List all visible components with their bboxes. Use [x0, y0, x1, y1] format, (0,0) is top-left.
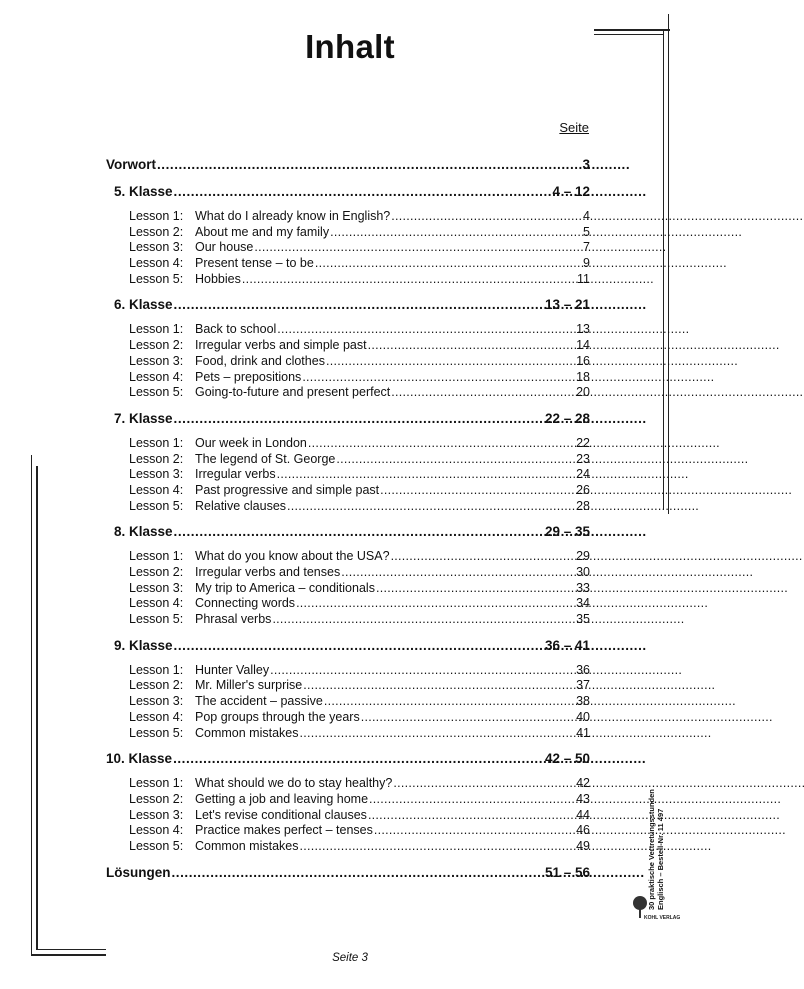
dot-leader: [174, 638, 544, 653]
section-title: 8. Klasse: [114, 524, 173, 540]
lesson-title: Connecting words: [195, 596, 296, 611]
lesson-page: 7: [583, 240, 590, 255]
dot-leader: [287, 499, 575, 515]
lesson-page: 20: [576, 385, 590, 400]
lesson-title: Going-to-future and present perfect: [195, 385, 391, 400]
toc-section: [106, 297, 590, 400]
lesson-label: [129, 370, 301, 386]
lesson-page: 30: [576, 565, 590, 579]
toc-section-heading: [106, 297, 590, 317]
page-footer: Seite 3: [332, 952, 368, 964]
toc-lesson-entry: [106, 452, 590, 468]
lesson-label: [129, 726, 299, 742]
lesson-label: [129, 452, 335, 468]
lesson-title: Let's revise conditional clauses: [195, 807, 367, 822]
lesson-label: [129, 776, 392, 792]
corner-ornament-bottom-left-h2: [36, 949, 106, 950]
toc-section-heading: [106, 751, 590, 771]
lesson-label: [129, 483, 379, 499]
lesson-number: Lesson 3:: [129, 580, 184, 595]
lesson-number: Lesson 1:: [129, 209, 184, 223]
lesson-number: Lesson 4:: [129, 709, 184, 724]
lesson-page: 46: [576, 823, 590, 838]
lesson-title: What should we do to stay healthy?: [195, 776, 393, 791]
dot-leader: [326, 354, 575, 370]
toc-section-heading: [106, 638, 590, 658]
lesson-label: [129, 678, 302, 694]
dot-leader: [277, 467, 576, 483]
toc-lesson-entry: [106, 596, 590, 612]
page-title: Inhalt: [305, 28, 395, 65]
dot-leader: [380, 483, 575, 499]
lesson-label: [129, 322, 276, 338]
dot-leader: [174, 184, 552, 199]
lesson-page: 49: [576, 838, 590, 853]
lesson-number: Lesson 3:: [129, 694, 184, 709]
lesson-page: 11: [577, 271, 590, 286]
dot-leader: [242, 272, 576, 288]
dot-leader: [391, 385, 575, 401]
lesson-label: [129, 240, 253, 256]
lesson-number: Lesson 1:: [129, 435, 184, 450]
dot-leader: [174, 524, 544, 539]
lesson-title: Phrasal verbs: [195, 612, 272, 627]
lesson-number: Lesson 2:: [129, 338, 184, 353]
toc-lesson-entry: [106, 549, 590, 565]
toc-lesson-entry: [106, 467, 590, 483]
lesson-label: [129, 499, 286, 515]
toc-lesson-entry: [106, 240, 590, 256]
toc-lesson-entry: [106, 776, 590, 792]
toc-lesson-entry: [106, 499, 590, 515]
lesson-page: 13: [576, 322, 590, 337]
lesson-label: [129, 565, 340, 581]
dot-leader: [157, 157, 581, 172]
lesson-label: [129, 792, 368, 808]
lesson-title: What do you know about the USA?: [195, 549, 390, 564]
lesson-label: [129, 663, 269, 679]
lesson-label: [129, 354, 325, 370]
lesson-title: Our house: [195, 240, 254, 255]
lesson-number: Lesson 1:: [129, 776, 184, 791]
dot-leader: [369, 792, 575, 808]
lesson-number: Lesson 4:: [129, 823, 184, 838]
lesson-title: Mr. Miller's surprise: [195, 678, 303, 693]
page-column-header: Seite: [559, 120, 589, 135]
dot-leader: [391, 549, 576, 565]
lesson-number: Lesson 2:: [129, 678, 184, 693]
toc-lesson-entry: [106, 209, 590, 225]
toc-section: [106, 184, 590, 287]
dot-leader: [324, 694, 575, 710]
lesson-title: Irregular verbs and tenses: [195, 565, 341, 579]
toc-lesson-entry: [106, 612, 590, 628]
toc-lesson-entry: [106, 436, 590, 452]
lesson-title: What do I already know in English?: [195, 209, 391, 223]
lesson-page: 33: [576, 580, 590, 595]
lesson-number: Lesson 1:: [129, 662, 184, 677]
toc-entry-vorwort: [106, 157, 590, 177]
toc-lesson-entry: [106, 839, 590, 855]
lesson-number: Lesson 5:: [129, 498, 184, 513]
lesson-label: [129, 225, 329, 241]
dot-leader: [368, 338, 575, 354]
toc-lesson-entry: [106, 272, 590, 288]
lesson-label: [129, 256, 314, 272]
toc-lesson-entry: [106, 338, 590, 354]
toc-section: [106, 638, 590, 741]
lesson-page: 28: [576, 498, 590, 513]
lesson-number: Lesson 5:: [129, 838, 184, 853]
toc-lesson-entry: [106, 354, 590, 370]
lesson-number: Lesson 5:: [129, 725, 184, 740]
dot-leader: [391, 209, 582, 225]
lesson-page: 14: [576, 338, 590, 353]
lesson-page: 35: [576, 612, 590, 627]
lesson-title: About me and my family: [195, 224, 330, 239]
toc-lesson-entry: [106, 694, 590, 710]
sidebar-line-1: 30 praktische Vertretungsstunden: [647, 789, 656, 910]
section-pages: 22 – 28: [544, 410, 590, 426]
lesson-title: The accident – passive: [195, 694, 323, 709]
dot-leader: [173, 751, 544, 766]
lesson-title: Food, drink and clothes: [195, 353, 325, 368]
toc-entry-page: 51 – 56: [544, 864, 590, 880]
lesson-page: 34: [576, 596, 590, 611]
lesson-title: My trip to America – conditionals: [195, 580, 375, 595]
lesson-label: [129, 338, 367, 354]
lesson-title: Past progressive and simple past: [195, 482, 380, 497]
lesson-page: 5: [583, 224, 590, 239]
lesson-number: Lesson 4:: [129, 256, 184, 271]
toc-section: [106, 411, 590, 514]
section-pages: 42 – 50: [544, 751, 590, 767]
lesson-number: Lesson 2:: [129, 565, 184, 579]
toc-lesson-entry: [106, 256, 590, 272]
lesson-label: [129, 272, 241, 288]
lesson-number: Lesson 3:: [129, 467, 184, 482]
dot-leader: [308, 436, 575, 452]
toc-lesson-entry: [106, 678, 590, 694]
toc-lesson-entry: [106, 370, 590, 386]
sidebar-line-2: Englisch – Bestell-Nr. 11 497: [656, 808, 665, 910]
toc-lesson-entry: [106, 385, 590, 401]
section-pages: 29 – 35: [544, 524, 590, 540]
logo-tree-icon: [633, 896, 647, 910]
lesson-label: [129, 581, 375, 597]
section-title: 10. Klasse: [106, 751, 173, 767]
toc-lesson-entry: [106, 808, 590, 824]
corner-ornament-bottom-left-v1: [31, 455, 32, 955]
lesson-number: Lesson 2:: [129, 224, 184, 239]
publisher-logo: [630, 893, 681, 923]
dot-leader: [336, 452, 575, 468]
section-pages: 13 – 21: [544, 297, 590, 313]
dot-leader: [300, 839, 576, 855]
lesson-number: Lesson 4:: [129, 596, 184, 611]
lesson-title: Irregular verbs: [195, 467, 276, 482]
lesson-page: 26: [576, 482, 590, 497]
lesson-page: 36: [576, 662, 590, 677]
lesson-page: 41: [576, 725, 590, 740]
lesson-page: 22: [576, 435, 590, 450]
lesson-title: Practice makes perfect – tenses: [195, 823, 373, 838]
lesson-title: Pets – prepositions: [195, 369, 302, 384]
section-title: 5. Klasse: [114, 184, 173, 199]
lesson-number: Lesson 3:: [129, 240, 184, 255]
lesson-page: 4: [583, 209, 590, 223]
lesson-page: 37: [576, 678, 590, 693]
dot-leader: [302, 370, 575, 386]
lesson-number: Lesson 2:: [129, 791, 184, 806]
lesson-page: 9: [583, 256, 590, 271]
toc-entry-loesungen: [106, 865, 590, 885]
section-title: 9. Klasse: [114, 637, 173, 653]
dot-leader: [315, 256, 582, 272]
lesson-title: Common mistakes: [195, 725, 299, 740]
toc-section-heading: [106, 524, 590, 544]
dot-leader: [272, 612, 575, 628]
toc-lesson-entry: [106, 565, 590, 581]
lesson-page: 18: [576, 369, 590, 384]
lesson-number: Lesson 3:: [129, 353, 184, 368]
toc-section: [106, 524, 590, 627]
dot-leader: [270, 663, 575, 679]
toc-lesson-entry: [106, 483, 590, 499]
section-title: 7. Klasse: [114, 410, 173, 426]
logo-text: KOHL VERLAG: [644, 915, 681, 921]
lesson-page: 44: [576, 807, 590, 822]
dot-leader: [300, 726, 576, 742]
lesson-label: [129, 209, 390, 225]
lesson-label: [129, 612, 271, 628]
dot-leader: [376, 581, 575, 597]
toc-lesson-entry: [106, 663, 590, 679]
dot-leader: [393, 776, 575, 792]
lesson-label: [129, 467, 276, 483]
lesson-number: Lesson 1:: [129, 549, 184, 564]
dot-leader: [172, 865, 544, 880]
dot-leader: [174, 411, 544, 426]
dot-leader: [296, 596, 575, 612]
lesson-page: 23: [576, 451, 590, 466]
toc-entry-label: Vorwort: [106, 157, 156, 172]
table-of-contents: [106, 157, 590, 885]
lesson-label: [129, 839, 299, 855]
toc-section: [106, 751, 590, 854]
dot-leader: [361, 710, 575, 726]
dot-leader: [330, 225, 582, 241]
lesson-number: Lesson 2:: [129, 451, 184, 466]
dot-leader: [174, 297, 544, 312]
dot-leader: [303, 678, 575, 694]
toc-lesson-entry: [106, 225, 590, 241]
toc-lesson-entry: [106, 710, 590, 726]
lesson-number: Lesson 3:: [129, 807, 184, 822]
lesson-number: Lesson 4:: [129, 482, 184, 497]
lesson-label: [129, 549, 390, 565]
lesson-title: Our week in London: [195, 435, 307, 450]
toc-entry-label: Lösungen: [106, 864, 171, 880]
lesson-title: Present tense – to be: [195, 256, 314, 271]
lesson-label: [129, 710, 360, 726]
toc-lesson-entry: [106, 581, 590, 597]
lesson-title: Pop groups through the years: [195, 709, 360, 724]
dot-leader: [254, 240, 582, 256]
dot-leader: [277, 322, 575, 338]
section-pages: 4 – 12: [552, 184, 590, 199]
toc-sections: [106, 184, 590, 855]
lesson-page: 43: [576, 791, 590, 806]
lesson-title: Hobbies: [195, 271, 241, 286]
toc-lesson-entry: [106, 792, 590, 808]
toc-section-heading: [106, 184, 590, 204]
lesson-number: Lesson 1:: [129, 322, 184, 337]
lesson-number: Lesson 5:: [129, 385, 184, 400]
lesson-label: [129, 596, 295, 612]
dot-leader: [368, 808, 575, 824]
lesson-title: Hunter Valley: [195, 662, 270, 677]
toc-lesson-entry: [106, 823, 590, 839]
lesson-title: Back to school: [195, 322, 277, 337]
lesson-label: [129, 808, 367, 824]
lesson-page: 38: [576, 694, 590, 709]
lesson-title: The legend of St. George: [195, 451, 336, 466]
section-pages: 36 – 41: [544, 637, 590, 653]
lesson-page: 24: [576, 467, 590, 482]
lesson-label: [129, 385, 390, 401]
lesson-label: [129, 694, 323, 710]
lesson-number: Lesson 5:: [129, 271, 184, 286]
lesson-page: 40: [576, 709, 590, 724]
toc-lesson-entry: [106, 726, 590, 742]
section-title: 6. Klasse: [114, 297, 173, 313]
lesson-label: [129, 436, 307, 452]
lesson-title: Common mistakes: [195, 838, 299, 853]
lesson-page: 29: [576, 549, 590, 564]
lesson-page: 16: [576, 353, 590, 368]
lesson-number: Lesson 4:: [129, 369, 184, 384]
dot-leader: [374, 823, 575, 839]
toc-section-heading: [106, 411, 590, 431]
lesson-label: [129, 823, 373, 839]
lesson-title: Irregular verbs and simple past: [195, 338, 367, 353]
toc-entry-page: 3: [582, 157, 590, 172]
lesson-title: Getting a job and leaving home: [195, 791, 369, 806]
lesson-number: Lesson 5:: [129, 612, 184, 627]
dot-leader: [341, 565, 575, 581]
lesson-page: 42: [576, 776, 590, 791]
lesson-title: Relative clauses: [195, 498, 287, 513]
toc-lesson-entry: [106, 322, 590, 338]
corner-ornament-bottom-left-v2: [36, 466, 38, 950]
